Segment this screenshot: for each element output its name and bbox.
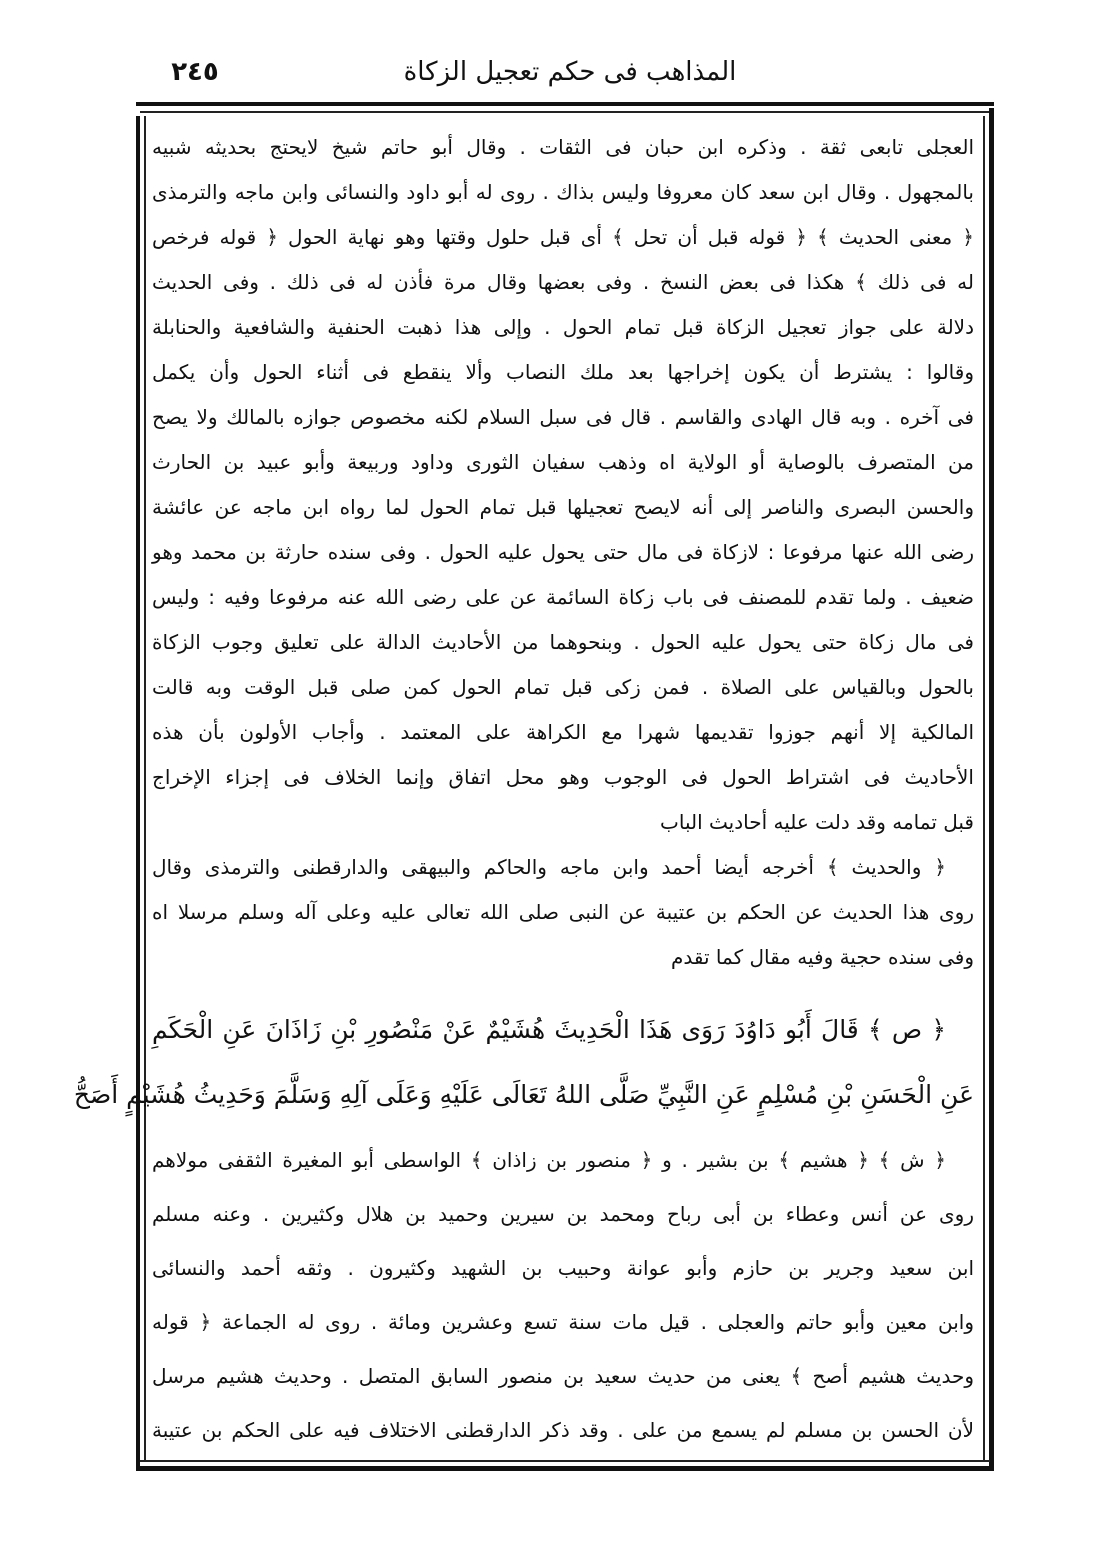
matn-line: ﴿ ص ﴾ قَالَ أَبُو دَاوُدَ رَوَى هَذَا الْحَدِيثَ هُشَيْمٌ عَنْ مَنْصُورِ بْنِ زَاذَانَ عَنِ الْحَكَمِ — [152, 1015, 946, 1044]
text-line: روى هذا الحديث عن الحكم بن عتيبة عن النبى صلى الله تعالى عليه وعلى آله وسلم مرسلا اه — [152, 900, 974, 924]
sharh-line: ﴿ ش ﴾ ﴿ هشيم ﴾ بن بشير . و ﴿ منصور بن زاذان ﴾ الواسطى أبو المغيرة الثقفى مولاهم — [152, 1148, 946, 1172]
text-line: بالمجهول . وقال ابن سعد كان معروفا وليس بذاك . روى له أبو داود والنسائى وابن ماجه والترمذى — [152, 180, 974, 204]
text-line: رضى الله عنها مرفوعا : لازكاة فى مال حتى يحول عليه الحول . وفى سنده حارثة بن محمد وهو — [152, 540, 974, 564]
text-line: فى مال زكاة حتى يحول عليه الحول . وبنحوهما من الأحاديث الدالة على تعليق وجوب الزكاة — [152, 630, 974, 654]
running-header-title: المذاهب فى حكم تعجيل الزكاة — [403, 57, 737, 87]
sharh-line: لأن الحسن بن مسلم لم يسمع من على . وقد ذكر الدارقطنى الاختلاف فيه على الحكم بن عتيبة — [152, 1418, 974, 1442]
text-line: له فى ذلك ﴾ هكذا فى بعض النسخ . وفى بعضها وقال مرة فأذن له فى ذلك . وفى الحديث — [152, 270, 974, 294]
frame-rule-top-thick — [136, 102, 994, 106]
frame-rule-bottom-thick — [136, 1466, 994, 1471]
text-line: من المتصرف بالوصاية أو الولاية اه وذهب سفيان الثورى وداود وربيعة وأبو عبيد بن الحارث — [152, 450, 974, 474]
text-line: المالكية إلا أنهم جوزوا تقديمها شهرا مع الكراهة على المعتمد . وأجاب الأولون بأن هذه — [152, 720, 974, 744]
text-line: ضعيف . ولما تقدم للمصنف فى باب زكاة السائمة عن على رضى الله عنه مرفوعا وفيه : وليس — [152, 585, 974, 609]
text-line: الأحاديث فى اشتراط الحول فى الوجوب وهو محل اتفاق وإنما الخلاف فى إجزاء الإخراج — [152, 765, 974, 789]
frame-rule-bottom-thin — [140, 1460, 990, 1462]
page-number: ٢٤٥ — [171, 57, 219, 87]
text-line: وفى سنده حجية وفيه مقال كما تقدم — [670, 945, 974, 969]
sharh-line: وحديث هشيم أصح ﴾ يعنى من حديث سعيد بن منصور السابق المتصل . وحديث هشيم مرسل — [152, 1364, 974, 1388]
text-line: فى آخره . وبه قال الهادى والقاسم . قال فى سبل السلام لكنه مخصوص جوازه بالمالك ولا يصح — [152, 405, 974, 429]
matn-line: عَنِ الْحَسَنِ بْنِ مُسْلِمٍ عَنِ النَّبِيِّ صَلَّى اللهُ تَعَالَى عَلَيْهِ وَعَلَى آلِهِ وَسَلَّمَ وَحَدِيثُ هُشَيْمٍ أَصَحُّ — [73, 1080, 974, 1109]
text-line: ﴿ معنى الحديث ﴾ ﴿ قوله قبل أن تحل ﴾ أى قبل حلول وقتها وهو نهاية الحول ﴿ قوله فرخص — [152, 225, 974, 249]
text-line: قبل تمامه وقد دلت عليه أحاديث الباب — [660, 810, 974, 834]
text-line: دلالة على جواز تعجيل الزكاة قبل تمام الحول . وإلى هذا ذهبت الحنفية والشافعية والحنابلة — [152, 315, 974, 339]
sharh-line: ابن سعيد وجرير بن حازم وأبو عوانة وحبيب بن الشهيد وكثيرون . وثقه أحمد والنسائى — [152, 1256, 974, 1280]
frame-rule-top-thin — [140, 111, 990, 113]
frame-border-left-outer — [136, 116, 140, 1468]
text-line: والحسن البصرى والناصر إلى أنه لايصح تعجيلها قبل تمام الحول لما رواه ابن ماجه عن عائشة — [152, 495, 974, 519]
text-line: ﴿ والحديث ﴾ أخرجه أيضا أحمد وابن ماجه والحاكم والبيهقى والدارقطنى والترمذى وقال — [152, 855, 946, 879]
frame-border-right-inner — [983, 116, 985, 1462]
text-line: بالحول وبالقياس على الصلاة . فمن زكى قبل تمام الحول كمن صلى قبل الوقت وبه قالت — [152, 675, 974, 699]
frame-border-right-outer — [989, 108, 994, 1468]
frame-border-left-inner — [144, 116, 146, 1462]
text-line: العجلى تابعى ثقة . وذكره ابن حبان فى الثقات . وقال أبو حاتم شيخ لايحتج بحديثه شبيه — [152, 135, 974, 159]
sharh-line: وابن معين وأبو حاتم والعجلى . قيل مات سنة تسع وعشرين ومائة . روى له الجماعة ﴿ قوله — [152, 1310, 974, 1334]
sharh-line: روى عن أنس وعطاء بن أبى رباح ومحمد بن سيرين وحميد بن هلال وكثيرين . وعنه مسلم — [152, 1202, 974, 1226]
text-line: وقالوا : يشترط أن يكون إخراجها بعد ملك النصاب وألا ينقطع فى أثناء الحول وأن يكمل — [152, 360, 974, 384]
